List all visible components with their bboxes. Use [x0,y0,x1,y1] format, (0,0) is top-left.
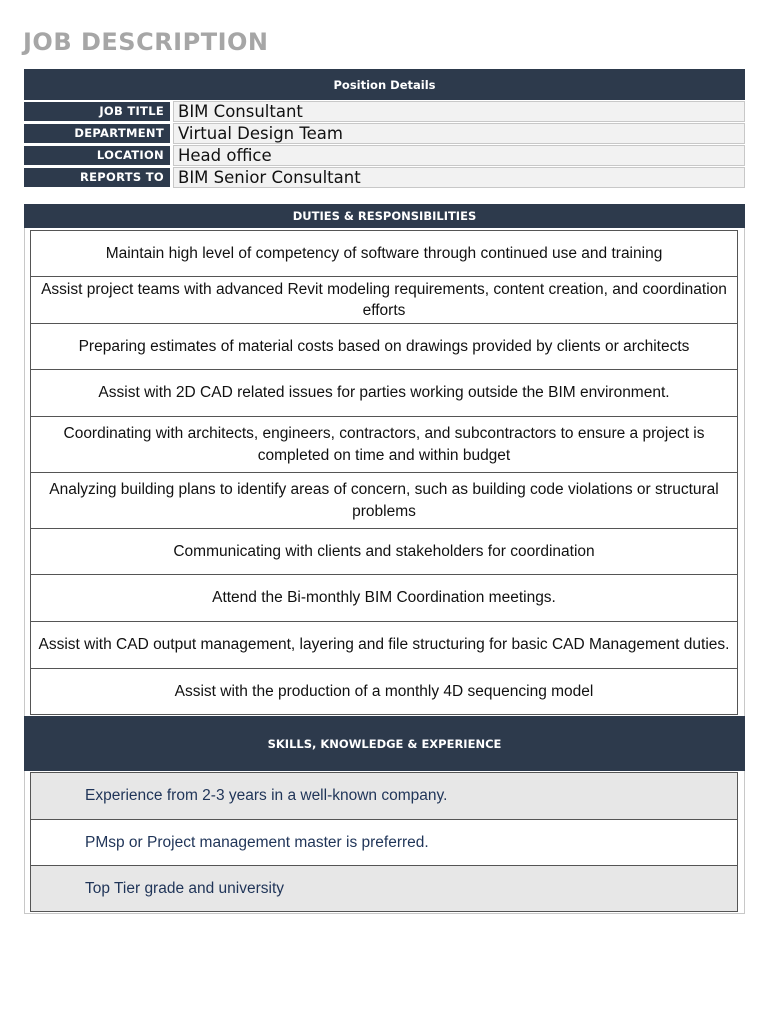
duty-item[interactable]: Maintain high level of competency of software through continued use and training [30,230,738,277]
skills-header: SKILLS, KNOWLEDGE & EXPERIENCE [24,716,745,771]
duty-item[interactable]: Assist with CAD output management, layering and file structuring for basic CAD Management duties. [30,621,738,669]
position-row-location [24,145,745,166]
reports-to-label: REPORTS TO [24,168,170,187]
position-details-header: Position Details [24,69,745,100]
location-label: LOCATION [24,146,170,165]
skill-item[interactable]: Experience from 2-3 years in a well-known company. [30,772,738,820]
job-title-value[interactable]: BIM Consultant [173,101,745,122]
location-value[interactable]: Head office [173,145,745,166]
duty-item[interactable]: Coordinating with architects, engineers, contractors, and subcontractors to ensure a project is completed on time and within budget [30,416,738,473]
position-row-department [24,123,745,144]
department-label: DEPARTMENT [24,124,170,143]
reports-to-value[interactable]: BIM Senior Consultant [173,167,745,188]
duty-item[interactable]: Analyzing building plans to identify areas of concern, such as building code violations or structural problems [30,472,738,529]
duty-item[interactable]: Assist with 2D CAD related issues for parties working outside the BIM environment. [30,369,738,417]
department-value[interactable]: Virtual Design Team [173,123,745,144]
duty-item[interactable]: Communicating with clients and stakeholders for coordination [30,528,738,575]
duties-header: DUTIES & RESPONSIBILITIES [24,204,745,228]
position-row-reports-to [24,167,745,188]
duty-item[interactable]: Assist project teams with advanced Revit modeling requirements, content creation, and coordination efforts [30,276,738,324]
duty-item[interactable]: Attend the Bi-monthly BIM Coordination meetings. [30,574,738,622]
page-title: JOB DESCRIPTION [23,28,269,56]
position-row-job-title [24,101,745,122]
skill-item[interactable]: Top Tier grade and university [30,865,738,912]
job-title-label: JOB TITLE [24,102,170,121]
skill-item[interactable]: PMsp or Project management master is preferred. [30,819,738,866]
duty-item[interactable]: Assist with the production of a monthly 4D sequencing model [30,668,738,715]
duty-item[interactable]: Preparing estimates of material costs based on drawings provided by clients or architects [30,323,738,370]
